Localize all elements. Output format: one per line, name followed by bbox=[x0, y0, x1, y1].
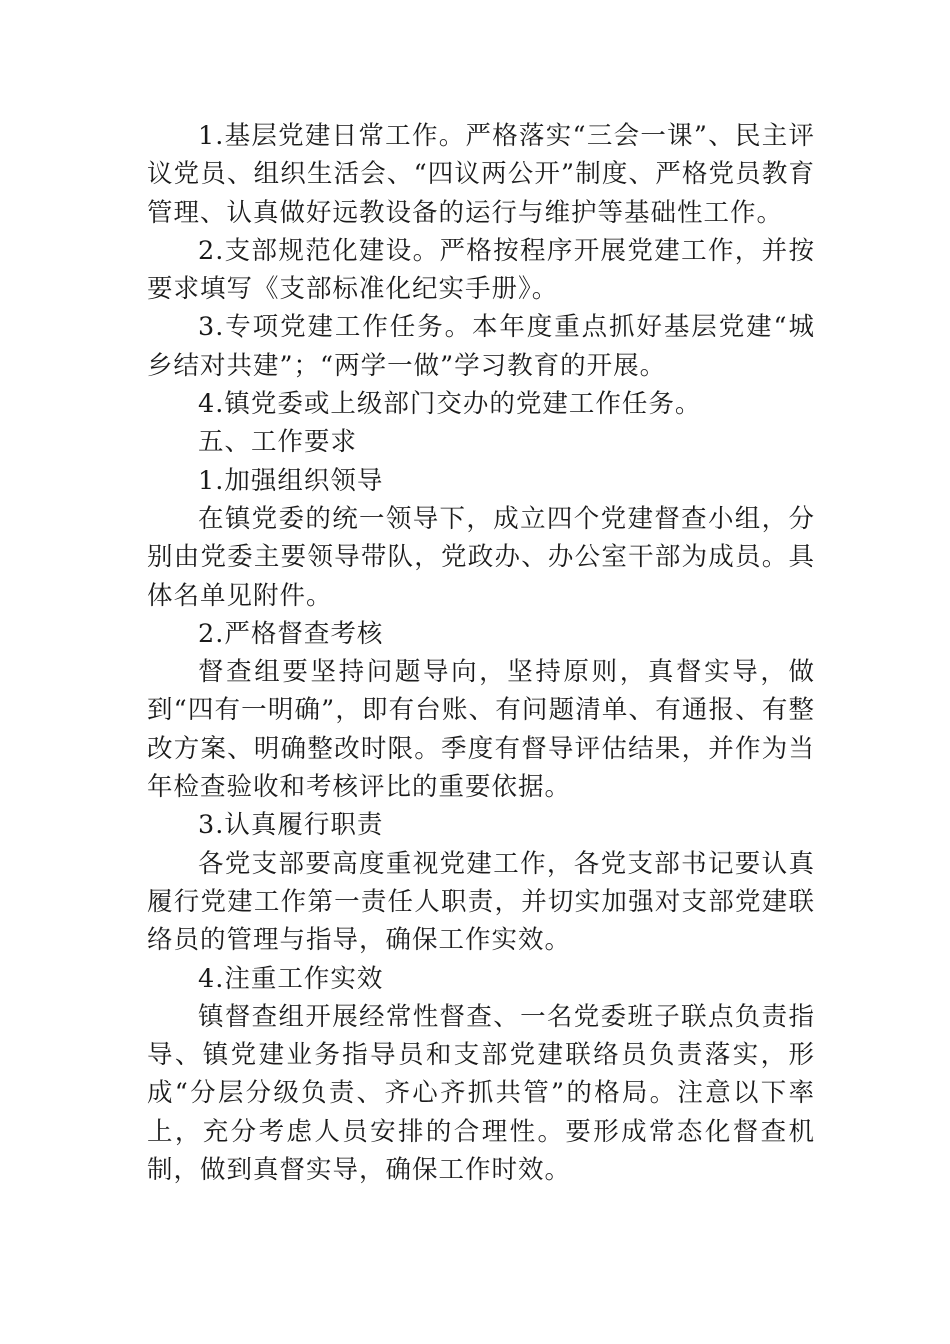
subheading-inspection: 2.严格督查考核 bbox=[198, 618, 384, 649]
paragraph-branch-standardization: 2.支部规范化建设。严格按程序开展党建工作，并按要求填写《支部标准化纪实手册》。 bbox=[147, 235, 815, 305]
subheading-duties: 3.认真履行职责 bbox=[198, 810, 384, 841]
subheading-effectiveness: 4.注重工作实效 bbox=[198, 963, 384, 994]
paragraph-inspection: 督查组要坚持问题导向，坚持原则，真督实导，做到“四有一明确”，即有台账、有问题清单、有通报、有整改方案、明确整改时限。季度有督导评估结果，并作为当年检查验收和考核评比的重要依据。 bbox=[147, 657, 815, 803]
paragraph-effectiveness: 镇督查组开展经常性督查、一名党委班子联点负责指导、镇党建业务指导员和支部党建联络员负责落实，形成“分层分级负责、齐心齐抓共管”的格局。注意以下率上，充分考虑人员安排的合理性。要形成常态化督查机制，做到真督实导，确保工作时效。 bbox=[147, 1001, 815, 1186]
paragraph-assigned-tasks: 4.镇党委或上级部门交办的党建工作任务。 bbox=[198, 389, 702, 420]
paragraph-daily-work: 1.基层党建日常工作。严格落实“三会一课”、民主评议党员、组织生活会、“四议两公开”制度、严格党员教育管理、认真做好远教设备的运行与维护等基础性工作。 bbox=[147, 121, 815, 228]
subheading-leadership: 1.加强组织领导 bbox=[198, 465, 384, 496]
paragraph-leadership: 在镇党委的统一领导下，成立四个党建督查小组，分别由党委主要领导带队，党政办、办公室干部为成员。具体名单见附件。 bbox=[147, 503, 815, 611]
paragraph-special-tasks: 3.专项党建工作任务。本年度重点抓好基层党建“城乡结对共建”；“两学一做”学习教育的开展。 bbox=[147, 312, 815, 381]
section-heading-work-requirements: 五、工作要求 bbox=[198, 427, 358, 458]
document-body bbox=[147, 117, 815, 1189]
paragraph-duties: 各党支部要高度重视党建工作，各党支部书记要认真履行党建工作第一责任人职责，并切实加强对支部党建联络员的管理与指导，确保工作实效。 bbox=[147, 848, 815, 956]
